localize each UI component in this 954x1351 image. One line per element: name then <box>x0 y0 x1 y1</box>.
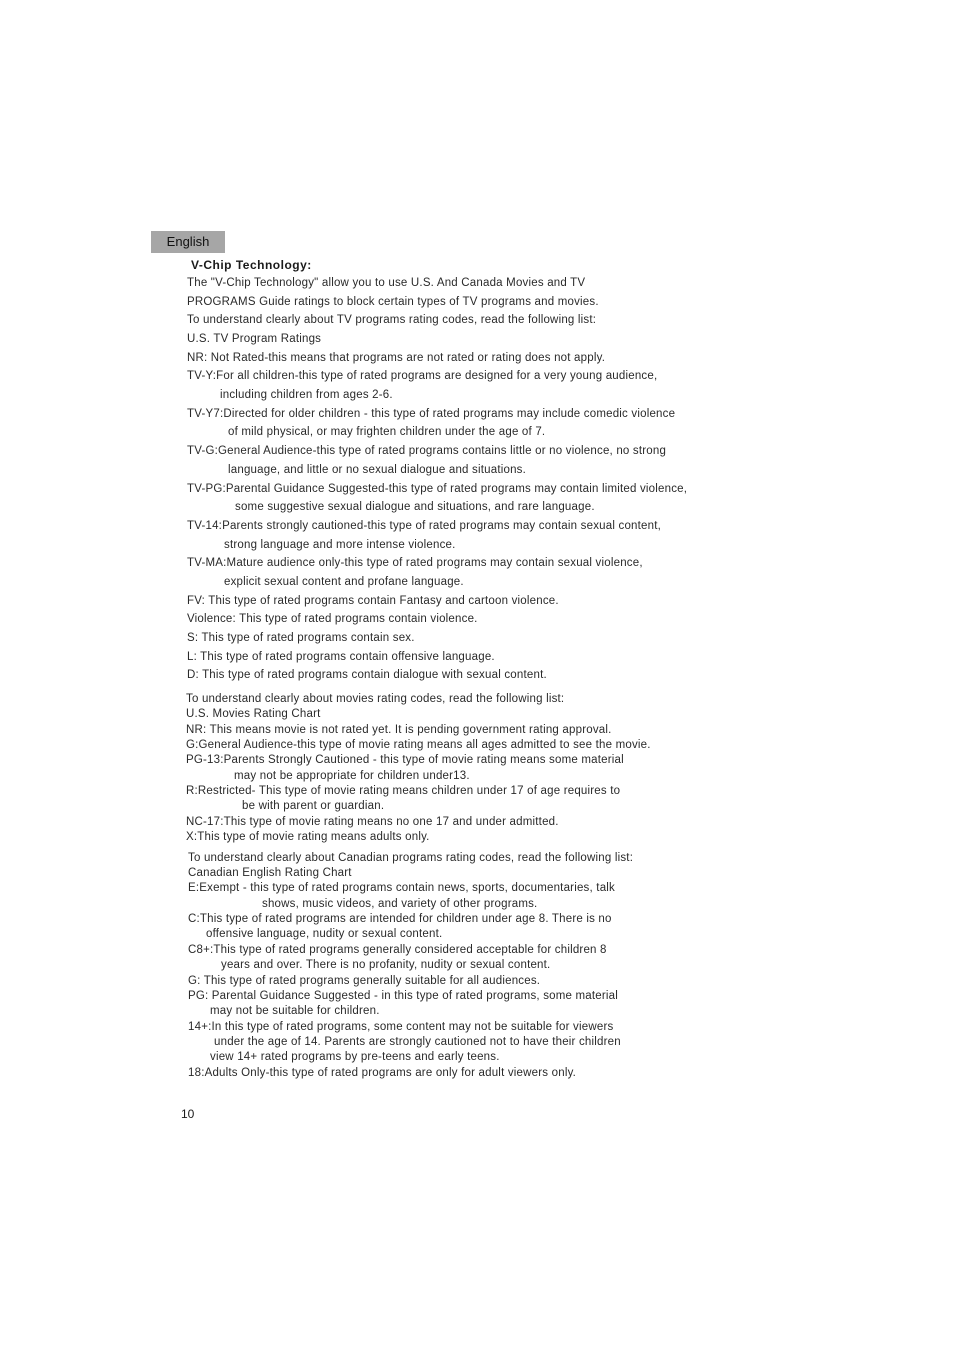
text-line: may not be appropriate for children under13. <box>234 770 470 782</box>
text-line: 18:Adults Only-this type of rated programs are only for adult viewers only. <box>188 1067 577 1079</box>
text-line: To understand clearly about Canadian programs rating codes, read the following list: <box>188 852 634 864</box>
text-line: PG: Parental Guidance Suggested - in this type of rated programs, some material <box>188 990 619 1002</box>
text-line: X:This type of movie rating means adults only. <box>186 831 430 843</box>
text-line: D: This type of rated programs contain dialogue with sexual content. <box>187 669 547 681</box>
language-tab: English <box>151 231 225 253</box>
text-line: language, and little or no sexual dialogue and situations. <box>228 464 527 476</box>
text-line: be with parent or guardian. <box>242 800 385 812</box>
text-line: PROGRAMS Guide ratings to block certain types of TV programs and movies. <box>187 296 599 308</box>
text-line: TV-Y7:Directed for older children - this type of rated programs may include comedic violence <box>187 408 676 420</box>
text-line: NR: This means movie is not rated yet. It is pending government rating approval. <box>186 724 612 736</box>
text-line: offensive language, nudity or sexual content. <box>206 928 443 940</box>
page-number: 10 <box>181 1107 195 1121</box>
text-line: Violence: This type of rated programs contain violence. <box>187 613 478 625</box>
text-line: PG-13:Parents Strongly Cautioned - this type of movie rating means some material <box>186 754 624 766</box>
text-line: including children from ages 2-6. <box>220 389 393 401</box>
text-line: TV-14:Parents strongly cautioned-this type of rated programs may contain sexual content, <box>187 520 662 532</box>
text-line: NR: Not Rated-this means that programs are not rated or rating does not apply. <box>187 352 606 364</box>
section-heading: V-Chip Technology: <box>191 258 312 272</box>
text-line: of mild physical, or may frighten children under the age of 7. <box>228 426 546 438</box>
text-line: C:This type of rated programs are intended for children under age 8. There is no <box>188 913 612 925</box>
text-line: S: This type of rated programs contain sex. <box>187 632 415 644</box>
text-line: shows, music videos, and variety of other programs. <box>262 898 538 910</box>
text-line: To understand clearly about movies rating codes, read the following list: <box>186 693 565 705</box>
text-line: view 14+ rated programs by pre-teens and early teens. <box>210 1051 500 1063</box>
text-line: under the age of 14. Parents are strongly cautioned not to have their children <box>214 1036 621 1048</box>
text-line: FV: This type of rated programs contain Fantasy and cartoon violence. <box>187 595 559 607</box>
text-line: NC-17:This type of movie rating means no one 17 and under admitted. <box>186 816 559 828</box>
text-line: 14+:In this type of rated programs, some content may not be suitable for viewers <box>188 1021 614 1033</box>
text-line: R:Restricted- This type of movie rating means children under 17 of age requires to <box>186 785 621 797</box>
text-line: G:General Audience-this type of movie rating means all ages admitted to see the movie. <box>186 739 651 751</box>
text-line: E:Exempt - this type of rated programs contain news, sports, documentaries, talk <box>188 882 615 894</box>
text-line: G: This type of rated programs generally suitable for all audiences. <box>188 975 541 987</box>
text-line: To understand clearly about TV programs rating codes, read the following list: <box>187 314 597 326</box>
text-line: TV-MA:Mature audience only-this type of rated programs may contain sexual violence, <box>187 557 643 569</box>
text-line: Canadian English Rating Chart <box>188 867 352 879</box>
text-line: may not be suitable for children. <box>210 1005 380 1017</box>
text-line: TV-PG:Parental Guidance Suggested-this type of rated programs may contain limited violence, <box>187 483 688 495</box>
text-line: TV-Y:For all children-this type of rated programs are designed for a very young audience, <box>187 370 658 382</box>
text-line: explicit sexual content and profane language. <box>224 576 464 588</box>
text-line: L: This type of rated programs contain offensive language. <box>187 651 495 663</box>
text-line: TV-G:General Audience-this type of rated programs contains little or no violence, no strong <box>187 445 667 457</box>
text-line: U.S. TV Program Ratings <box>187 333 322 345</box>
text-line: U.S. Movies Rating Chart <box>186 708 321 720</box>
text-line: some suggestive sexual dialogue and situations, and rare language. <box>235 501 595 513</box>
text-line: years and over. There is no profanity, nudity or sexual content. <box>221 959 551 971</box>
text-line: C8+:This type of rated programs generally considered acceptable for children 8 <box>188 944 607 956</box>
text-line: strong language and more intense violence. <box>224 539 456 551</box>
text-line: The "V-Chip Technology" allow you to use U.S. And Canada Movies and TV <box>187 277 586 289</box>
